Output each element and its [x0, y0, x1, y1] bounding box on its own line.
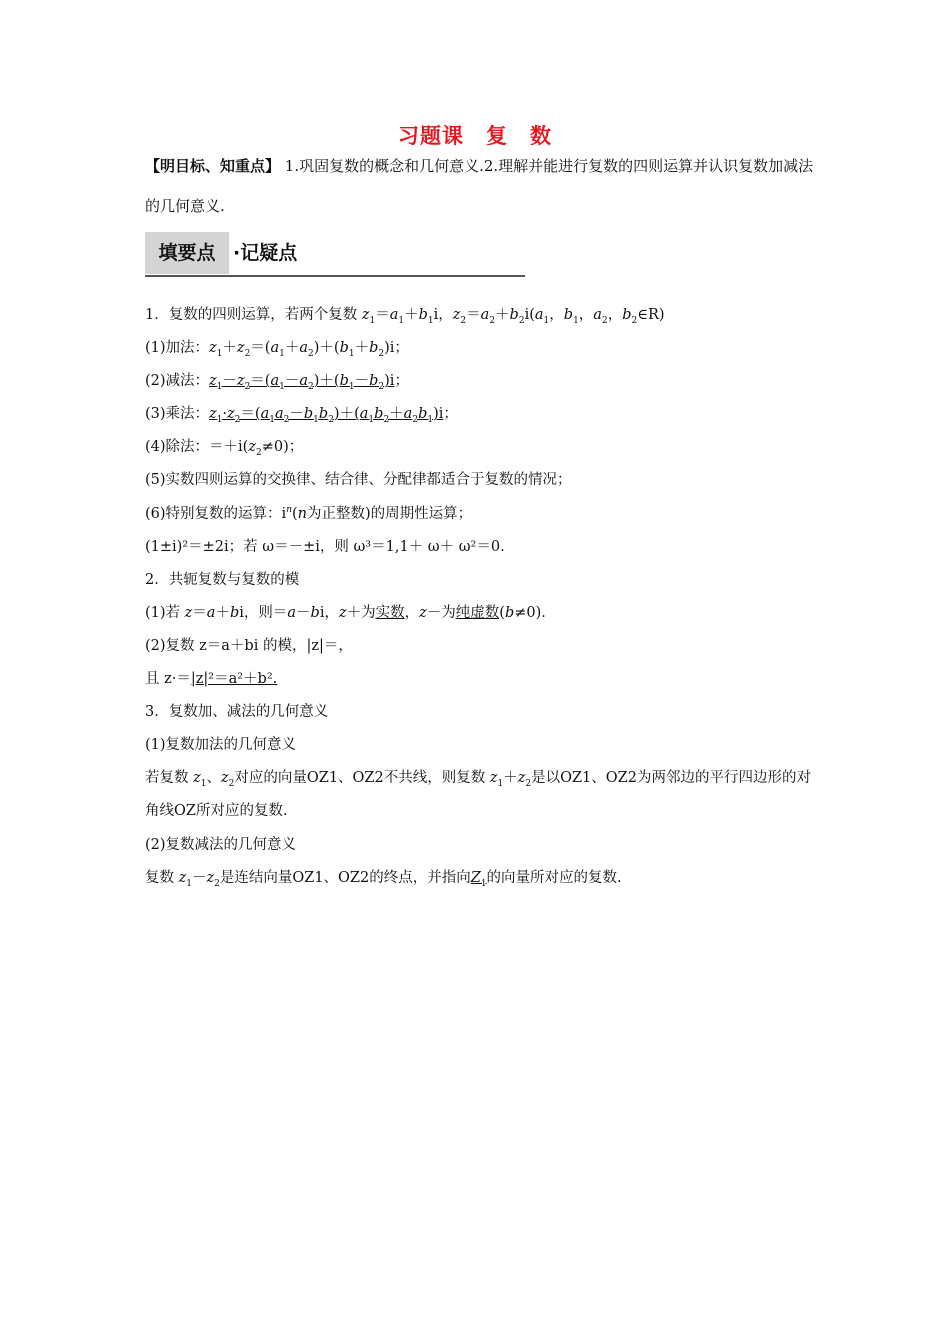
- banner-rule: [145, 275, 525, 277]
- s1-divide: (4)除法：$=+i(z_2\ne 0)$；: [145, 439, 304, 459]
- goal-tag: 【明目标、知重点】: [145, 157, 281, 175]
- s2-conjugate: (1)若 z＝a＋bi，则＝a－bi，z＋为实数，z－为纯虚数(b≠0)．: [145, 604, 556, 621]
- s1-add: (1)加法：$z_1+z_2=(a_1+a_2)+(b_1+b_2)i$；: [145, 340, 409, 359]
- content-body: [145, 299, 815, 895]
- s2-heading: 2．共轭复数与复数的模: [145, 571, 300, 588]
- s1-laws: (5)实数四则运算的交换律、结合律、分配律都适合于复数的情况；: [145, 472, 572, 489]
- page-title: 习题课 复 数: [398, 124, 552, 148]
- s1-special: (6)特别复数的运算：$i^n(n$为正整数)的周期性运算；: [145, 504, 473, 522]
- s1-subtract: (2)减法：$z_1-z_2=(a_1-a_2)+(b_1-b_2)i$；: [145, 373, 409, 393]
- s1-heading: 1．复数的四则运算，若两个复数 $z_1=a_1+b_1i$，$z_2=a_2+b_2i(a_1$，$b_1$，$a_2$，$b_2\in R$): [145, 307, 665, 326]
- goal-text: 1.巩固复数的概念和几何意义.2.理解并能进行复数的四则运算并认识复数加减法的几何意义.: [145, 157, 814, 215]
- s2-product: 且 z·＝|z|²＝a²＋b².: [145, 671, 278, 688]
- section-banner: [145, 232, 525, 278]
- learning-goals: [145, 146, 815, 226]
- s1-multiply: (3)乘法：$z_1\cdot z_2=(a_1a_2-b_1b_2)+(a_1b_2+a_2b_1)i$；: [145, 406, 458, 426]
- s3-heading: 3．复数加、减法的几何意义: [145, 704, 329, 721]
- banner-label: ·记疑点: [233, 242, 298, 264]
- s3-sub1: (1)复数加法的几何意义: [145, 737, 297, 754]
- s3-para2: 复数 $z_1-z_2$是连结向量OZ1、OZ2的终点，并指向$Z_1$的向量所对应的复数.: [145, 869, 622, 889]
- s1-omega: (1±i)²＝±2i；若 ω＝－±i，则 ω³＝1,1＋ ω＋ ω²＝0.: [145, 538, 505, 555]
- banner-box: 填要点: [145, 232, 229, 274]
- s3-sub2: (2)复数减法的几何意义: [145, 836, 297, 853]
- s2-modulus: (2)复数 z＝a＋bi 的模，|z|＝，: [145, 637, 353, 654]
- s3-para1: 若复数 $z_1$、$z_2$对应的向量OZ1、OZ2不共线，则复数 $z_1+z_2$是以OZ1、OZ2为两邻边的平行四边形的对角线OZ所对应的复数.: [145, 770, 811, 820]
